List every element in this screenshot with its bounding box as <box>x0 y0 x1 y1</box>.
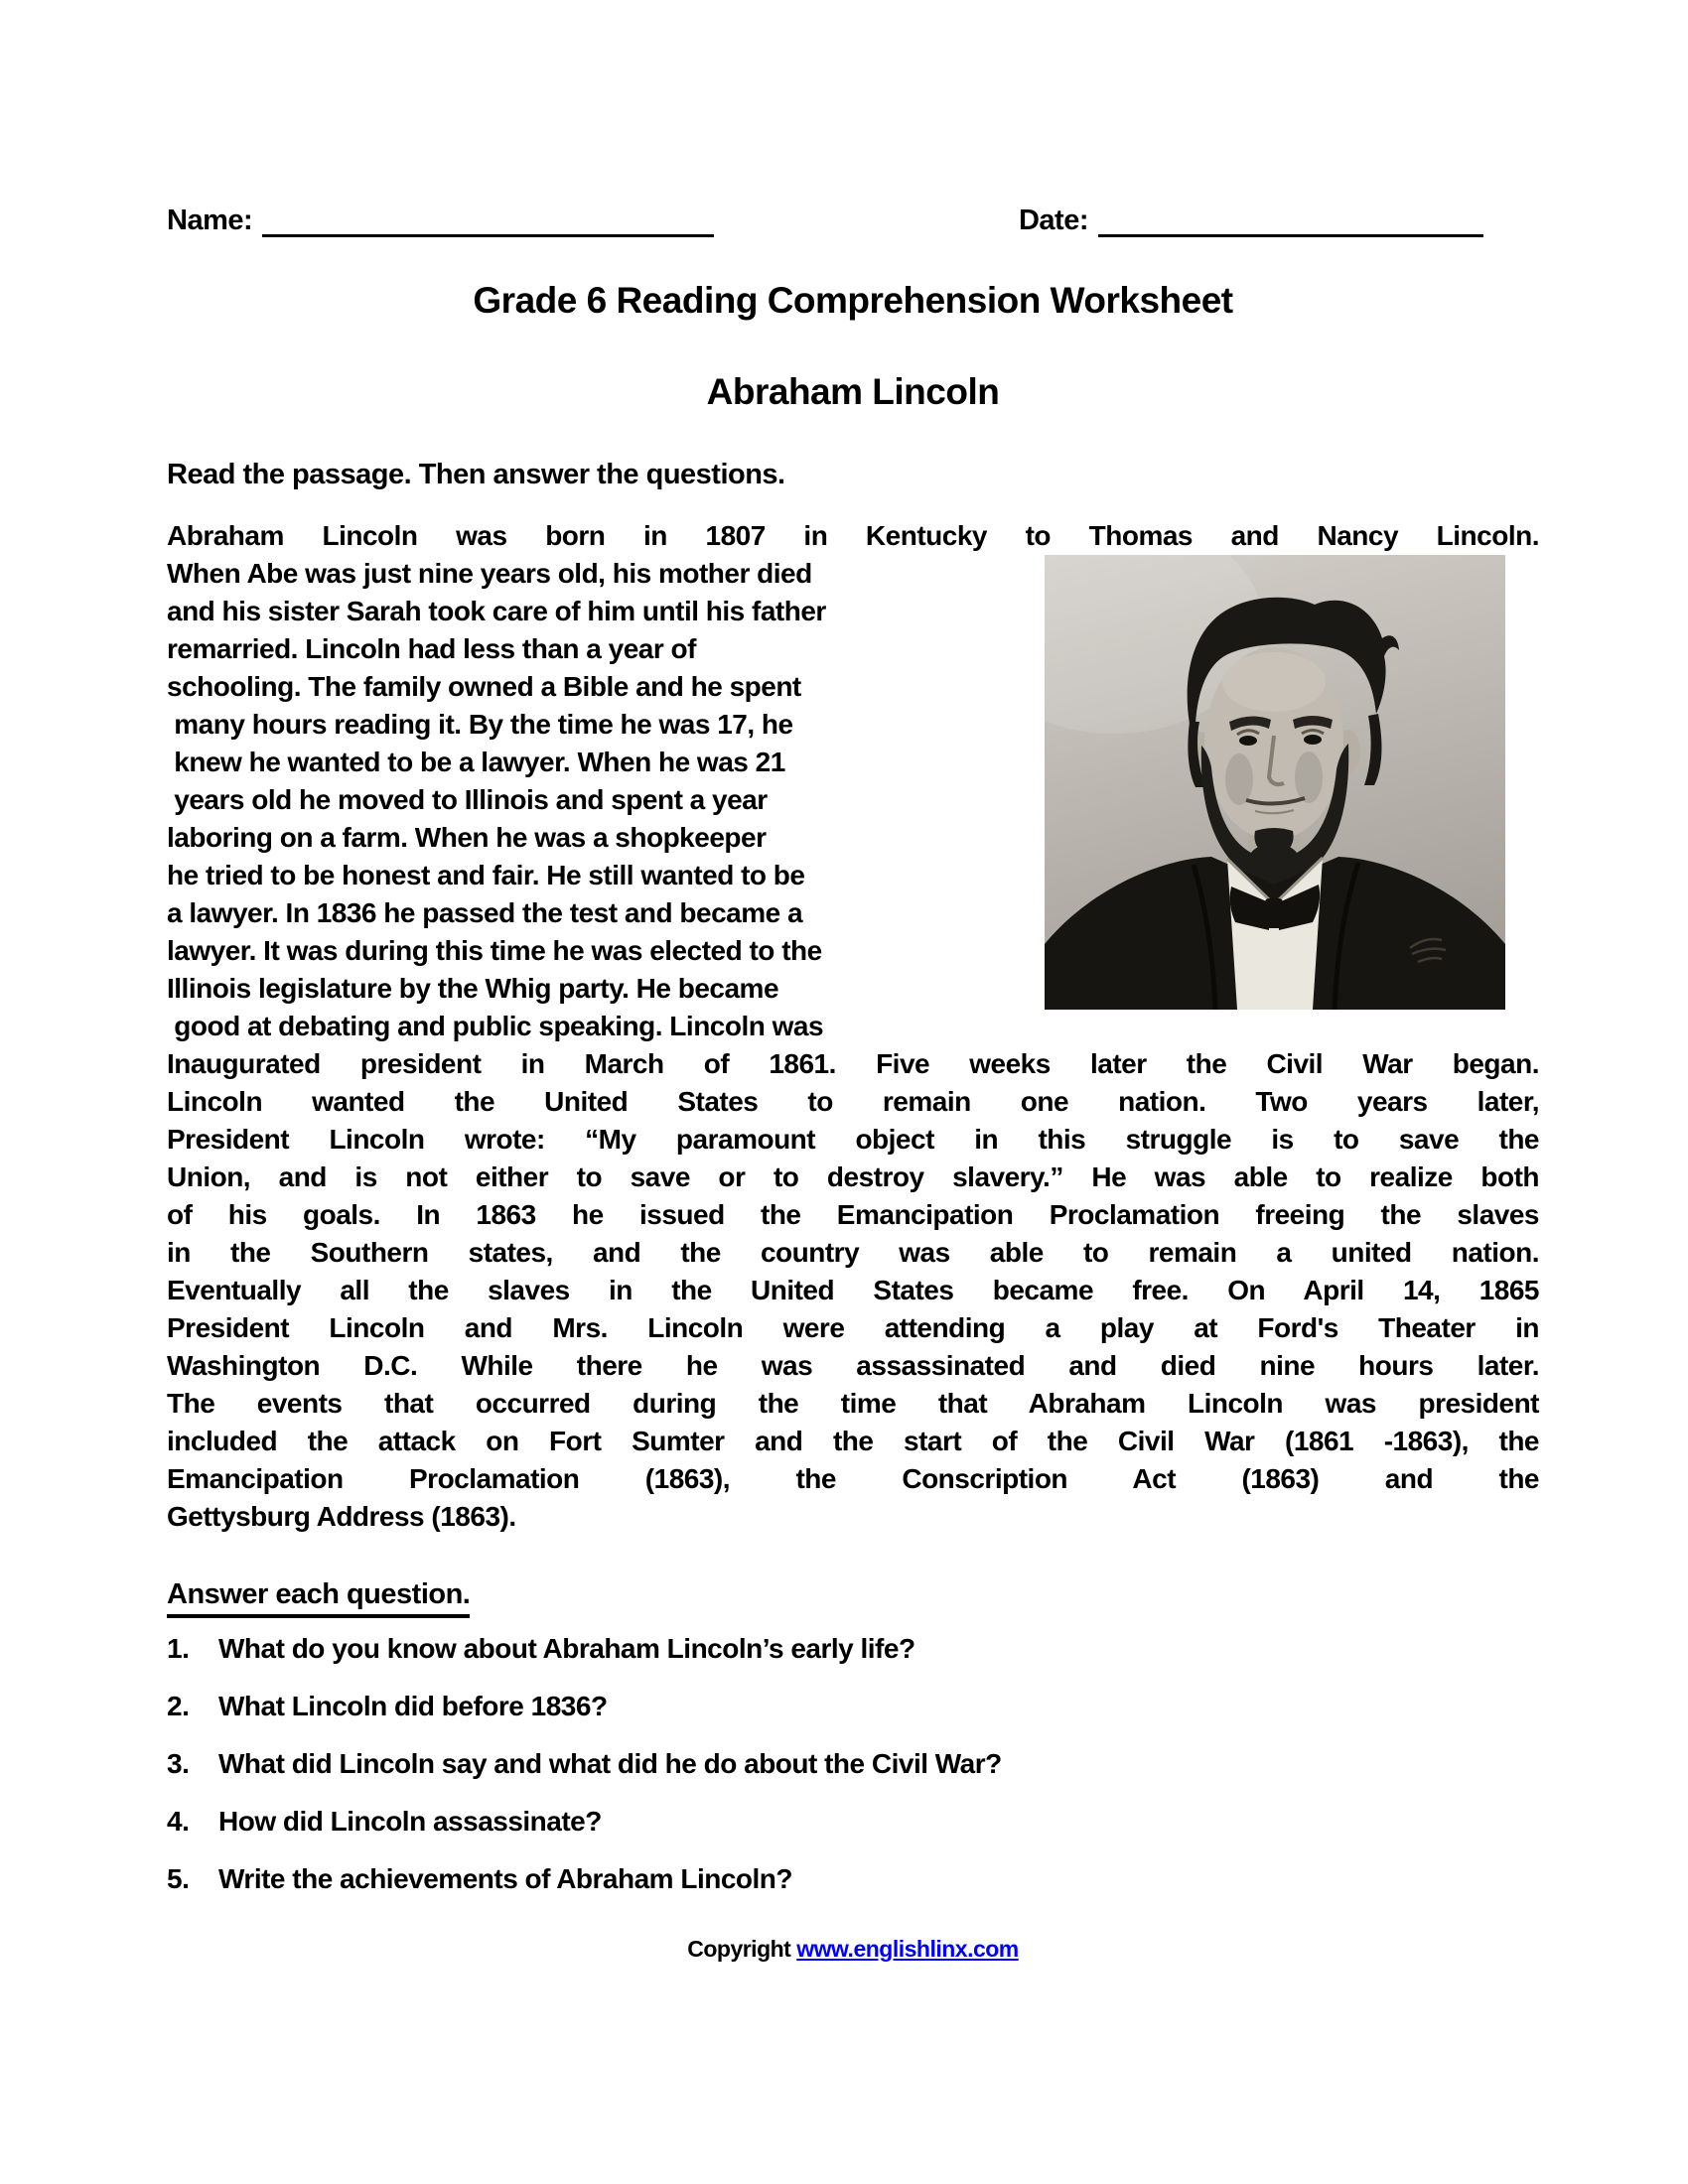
passage-line: included the attack on Fort Sumter and the start of the Civil War (1861 -1863), the <box>167 1426 1539 1456</box>
question-number: 1. <box>167 1633 190 1664</box>
passage-line: of his goals. In 1863 he issued the Emancipation Proclamation freeing the slaves <box>167 1199 1539 1230</box>
worksheet-subtitle: Abraham Lincoln <box>706 371 1000 412</box>
passage-line: Union, and is not either to save or to destroy slavery.” He was able to realize both <box>167 1161 1539 1192</box>
passage-line: years old he moved to Illinois and spent a year <box>167 784 768 815</box>
name-field-group <box>167 204 714 237</box>
passage-instruction: Read the passage. Then answer the questions. <box>167 459 785 490</box>
question-item-4 <box>167 1803 1539 1841</box>
copyright-text: Copyright <box>687 1936 797 1962</box>
question-text: What do you know about Abraham Lincoln’s early life? <box>218 1633 915 1664</box>
question-text: How did Lincoln assassinate? <box>218 1806 602 1837</box>
question-text: What did Lincoln say and what did he do about the Civil War? <box>218 1748 1002 1779</box>
passage-line: good at debating and public speaking. Lincoln was <box>167 1011 824 1041</box>
question-list <box>167 1630 1539 1898</box>
passage-line: Inaugurated president in March of 1861. Five weeks later the Civil War began. <box>167 1048 1539 1079</box>
question-item-2 <box>167 1688 1539 1725</box>
passage-line: The events that occurred during the time that Abraham Lincoln was president <box>167 1388 1539 1419</box>
date-blank-line <box>1098 205 1483 237</box>
passage-line: and his sister Sarah took care of him until his father <box>167 596 826 626</box>
passage-line: schooling. The family owned a Bible and he spent <box>167 671 801 702</box>
question-number: 5. <box>167 1863 190 1894</box>
answer-section-heading-text: Answer each question. <box>167 1575 470 1618</box>
lincoln-portrait-svg <box>1045 555 1505 1010</box>
passage-line: Illinois legislature by the Whig party. He became <box>167 973 779 1004</box>
name-blank-line <box>262 205 714 237</box>
lincoln-portrait-image <box>1045 555 1505 1010</box>
passage-line: in the Southern states, and the country was able to remain a united nation. <box>167 1237 1539 1268</box>
passage-line: Lincoln wanted the United States to remain one nation. Two years later, <box>167 1086 1539 1117</box>
passage-line: lawyer. It was during this time he was elected to the <box>167 935 822 966</box>
passage-wrap-row <box>167 555 1539 1045</box>
question-number: 2. <box>167 1691 190 1721</box>
passage-line: laboring on a farm. When he was a shopkeeper <box>167 822 767 853</box>
date-label: Date: <box>1018 205 1088 236</box>
worksheet-title: Grade 6 Reading Comprehension Worksheet <box>473 280 1233 321</box>
englishlinx-link[interactable]: www.englishlinx.com <box>796 1936 1019 1962</box>
passage-narrow-column <box>167 555 1041 1045</box>
name-label: Name: <box>167 205 253 236</box>
passage-line: many hours reading it. By the time he was 17, he <box>167 709 793 740</box>
question-text: Write the achievements of Abraham Lincoln? <box>218 1863 793 1894</box>
passage-line: President Lincoln and Mrs. Lincoln were attending a play at Ford's Theater in <box>167 1312 1539 1343</box>
passage-line: a lawyer. In 1836 he passed the test and became a <box>167 897 803 928</box>
passage-first-line: Abraham Lincoln was born in 1807 in Kentucky to Thomas and Nancy Lincoln. <box>167 520 1539 551</box>
passage-line: knew he wanted to be a lawyer. When he was 21 <box>167 747 785 777</box>
passage-line: remarried. Lincoln had less than a year of <box>167 633 696 664</box>
copyright-footer <box>167 1934 1539 1964</box>
reading-passage <box>167 517 1539 1536</box>
question-item-3 <box>167 1745 1539 1783</box>
passage-line: he tried to be honest and fair. He still wanted to be <box>167 860 805 890</box>
question-item-1 <box>167 1630 1539 1668</box>
passage-line: Gettysburg Address (1863). <box>167 1501 516 1532</box>
date-field-group <box>1019 204 1483 237</box>
name-date-row <box>167 204 1539 237</box>
passage-line: Emancipation Proclamation (1863), the Conscription Act (1863) and the <box>167 1463 1539 1494</box>
answer-section-heading <box>167 1575 1539 1618</box>
passage-line: Washington D.C. While there he was assassinated and died nine hours later. <box>167 1350 1539 1381</box>
question-item-5 <box>167 1860 1539 1898</box>
passage-line: President Lincoln wrote: “My paramount object in this struggle is to save the <box>167 1124 1539 1155</box>
passage-line: When Abe was just nine years old, his mother died <box>167 558 812 589</box>
question-number: 4. <box>167 1806 190 1837</box>
question-number: 3. <box>167 1748 190 1779</box>
question-text: What Lincoln did before 1836? <box>218 1691 608 1721</box>
passage-line: Eventually all the slaves in the United States became free. On April 14, 1865 <box>167 1275 1539 1305</box>
